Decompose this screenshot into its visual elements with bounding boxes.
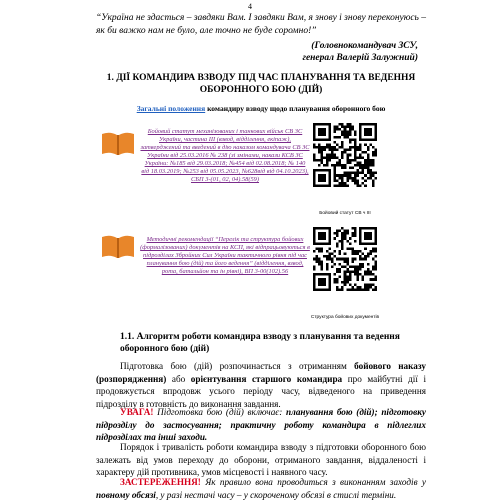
epigraph-author <box>302 40 418 64</box>
epigraph-quote: “Україна не здасться – завдяки Вам. І завдяки Вам, я знову і знову переконуюсь – як би важко нам не було, але точно не буде соромно!” <box>96 13 426 36</box>
page-number: 4 <box>248 2 252 11</box>
qr-code-combat-statute[interactable] <box>313 123 377 187</box>
caution-label: ЗАСТЕРЕЖЕННЯ! <box>120 477 201 487</box>
author-line-2: генерал Валерій Залужний) <box>302 53 418 63</box>
book-icon <box>100 128 136 158</box>
paragraph-attention: УВАГА! Підготовка бою (дій) включає: планування бою (дій); підготовку підрозділу до застосування; практичну роботу командира в підлеглих підрозділах та інші заходи. <box>96 407 426 442</box>
qr-code-document-structure[interactable] <box>313 227 377 291</box>
book-icon <box>100 231 136 261</box>
paragraph-caution: ЗАСТЕРЕЖЕННЯ! Як правило вона проводиться з виконанням заходів у повному обсязі, у разі нестачі часу – у скороченому обсязі в стислі терміни. <box>96 477 426 500</box>
author-line-1: (Головнокомандувач ЗСУ, <box>311 41 418 51</box>
subsection-title: 1.1. Алгоритм роботи командира взводу з планування та ведення оборонного бою (дій) <box>120 332 400 354</box>
subheading <box>96 104 426 113</box>
general-provisions-link[interactable]: Загальні положення <box>136 104 206 113</box>
qr-caption-combat-statute: Бойовий статут СВ ч III <box>319 211 371 216</box>
paragraph-preparation: Підготовка бою (дій) розпочинається з отриманням бойового наказу (розпорядження) або орієнтування старшого командира про майбутні дії і продовжується впродовж усього періоду часу, відведеного на приведення підрозділу в готовність до виконання завдання. <box>96 361 426 409</box>
paragraph-order: Порядок і тривалість роботи командира взводу з підготовки оборонного бою залежать від умов переходу до оборони, отриманого завдання, віддаленості і характеру дій противника, умов місцевості і наявного часу. <box>96 442 426 477</box>
qr-caption-document-structure: Структура бойових документів <box>310 315 380 320</box>
section-title: 1. ДІЇ КОМАНДИРА ВЗВОДУ ПІД ЧАС ПЛАНУВАННЯ ТА ВЕДЕННЯ ОБОРОННОГО БОЮ (ДІЙ) <box>106 73 416 95</box>
reference-combat-statute-link[interactable]: Бойовий статут механізованих і танкових військ СВ ЗС України, частина ІІІ (взвод, відділення, екіпаж), затверджений та введений в дію наказом командувача СВ ЗС України від 25.03.2016 № 238 (зі змінами, накази КСВ ЗС України: №185 від 29.03.2018; №454 від 02.08.2018; № 140 від 18.03.2019; №253 від 05.05.2023, №628від від 04.10.2023), СБП 3-(01, 02, 04).58(59) <box>140 128 310 183</box>
subheading-rest: командиру взводу щодо планування оборонного бою <box>205 104 386 113</box>
attention-label: УВАГА! <box>120 407 154 417</box>
reference-methodical-recommendations-link[interactable]: Методичні рекомендації “Перелік та структура бойових (формалізованих) документів на КСП, які відпрацьовуються в підрозділах Збройних Сил України тактичного рівня під час планування бою (дій) та його ведення” (відділення, взвод, рота, батальйон та ін рівні), ВП 3-00(102).56 <box>140 236 310 275</box>
